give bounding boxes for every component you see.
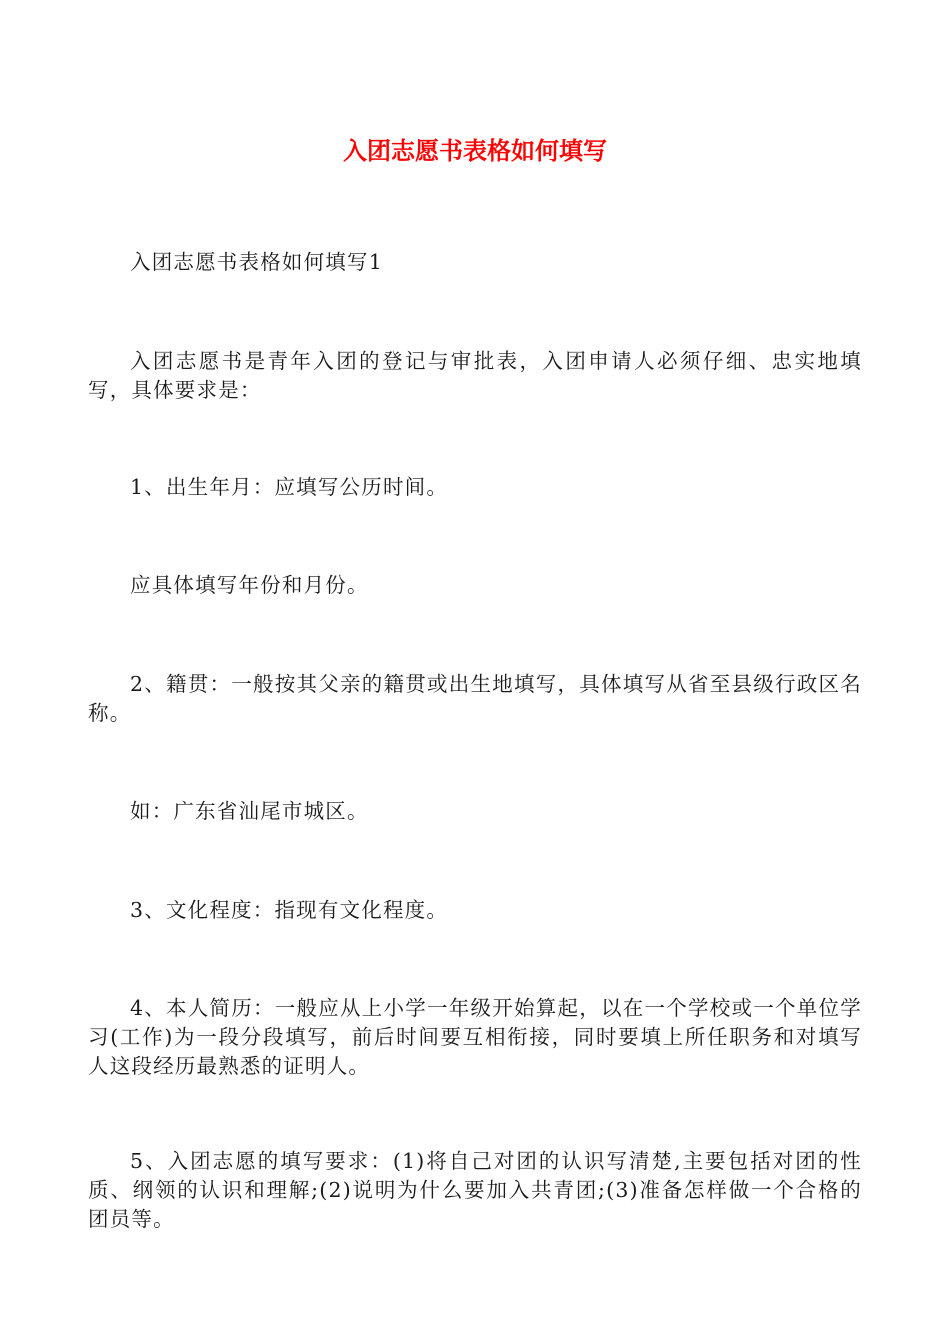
document-title: 入团志愿书表格如何填写	[343, 137, 607, 165]
paragraph-item-3: 3、文化程度：指现有文化程度。	[130, 898, 449, 922]
paragraph-item-2: 2、籍贯：一般按其父亲的籍贯或出生地填写，具体填写从省至县级行政区名称。	[88, 672, 862, 725]
paragraph-intro: 入团志愿书是青年入团的登记与审批表，入团申请人必须仔细、忠实地填写，具体要求是：	[88, 349, 862, 402]
paragraph-item-1: 1、出生年月：应填写公历时间。	[130, 475, 449, 499]
paragraph-subheading: 入团志愿书表格如何填写1	[130, 250, 383, 274]
paragraph-item-2-example: 如：广东省汕尾市城区。	[130, 799, 369, 823]
paragraph-item-5: 5、入团志愿的填写要求：(1)将自己对团的认识写清楚,主要包括对团的性质、纲领的认识和理解;(2)说明为什么要加入共青团;(3)准备怎样做一个合格的团员等。	[88, 1149, 862, 1231]
paragraph-item-1-detail: 应具体填写年份和月份。	[130, 573, 369, 597]
paragraph-item-4: 4、本人简历：一般应从上小学一年级开始算起，以在一个学校或一个单位学习(工作)为一段分段填写，前后时间要互相衔接，同时要填上所任职务和对填写人这段经历最熟悉的证明人。	[88, 996, 862, 1078]
